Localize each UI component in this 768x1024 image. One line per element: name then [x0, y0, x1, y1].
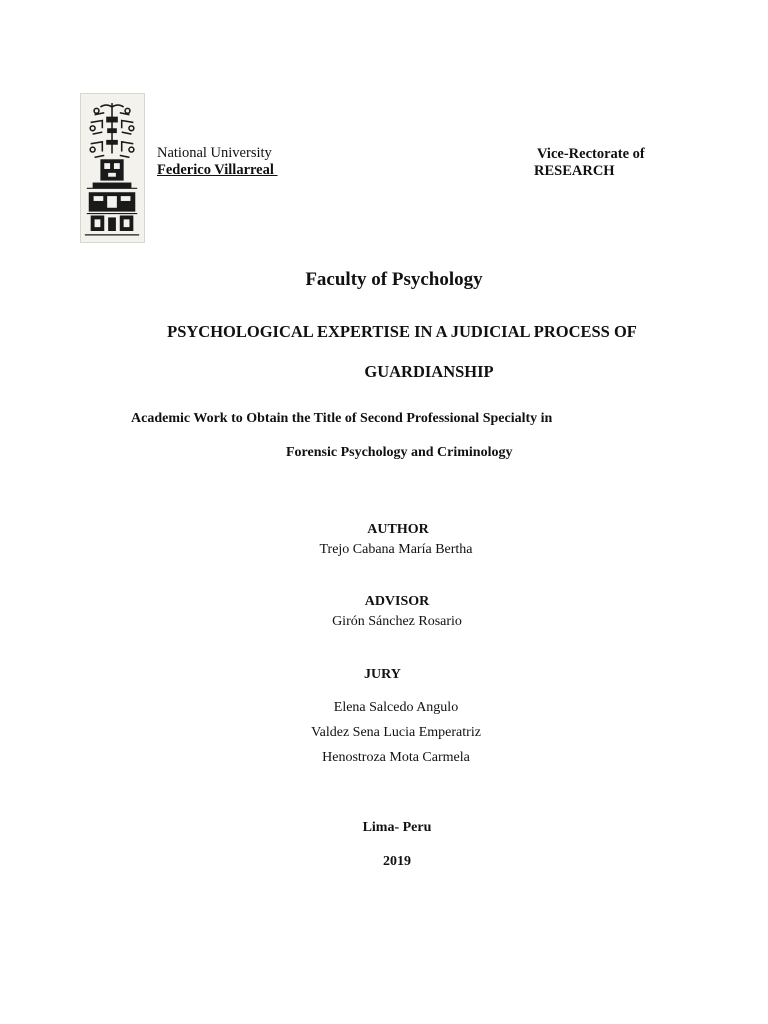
jury-member: Valdez Sena Lucia Emperatriz [311, 725, 481, 740]
place: Lima- Peru [362, 820, 432, 835]
author-name: Trejo Cabana María Bertha [319, 542, 473, 557]
thesis-title-line-1: PSYCHOLOGICAL EXPERTISE IN A JUDICIAL PROCESS OF [167, 322, 637, 341]
university-emblem-icon [80, 93, 145, 243]
university-subtitle: Federico Villarreal [157, 162, 278, 178]
author-label: AUTHOR [367, 522, 429, 537]
jury-member: Elena Salcedo Angulo [333, 700, 459, 715]
thesis-title-line-2: GUARDIANSHIP [364, 362, 494, 381]
academic-work-line-2: Forensic Psychology and Criminology [286, 445, 513, 460]
vice-rectorate-subheading: RESEARCH [534, 163, 615, 179]
year: 2019 [383, 854, 411, 869]
advisor-label: ADVISOR [364, 594, 430, 609]
advisor-name: Girón Sánchez Rosario [332, 614, 462, 629]
jury-member: Henostroza Mota Carmela [322, 750, 470, 765]
faculty-title: Faculty of Psychology [305, 269, 483, 290]
academic-work-line-1: Academic Work to Obtain the Title of Second Professional Specialty in [131, 411, 553, 426]
university-name: National University [157, 145, 272, 161]
vice-rectorate-heading: Vice-Rectorate of [537, 146, 645, 162]
jury-label: JURY [364, 667, 401, 682]
